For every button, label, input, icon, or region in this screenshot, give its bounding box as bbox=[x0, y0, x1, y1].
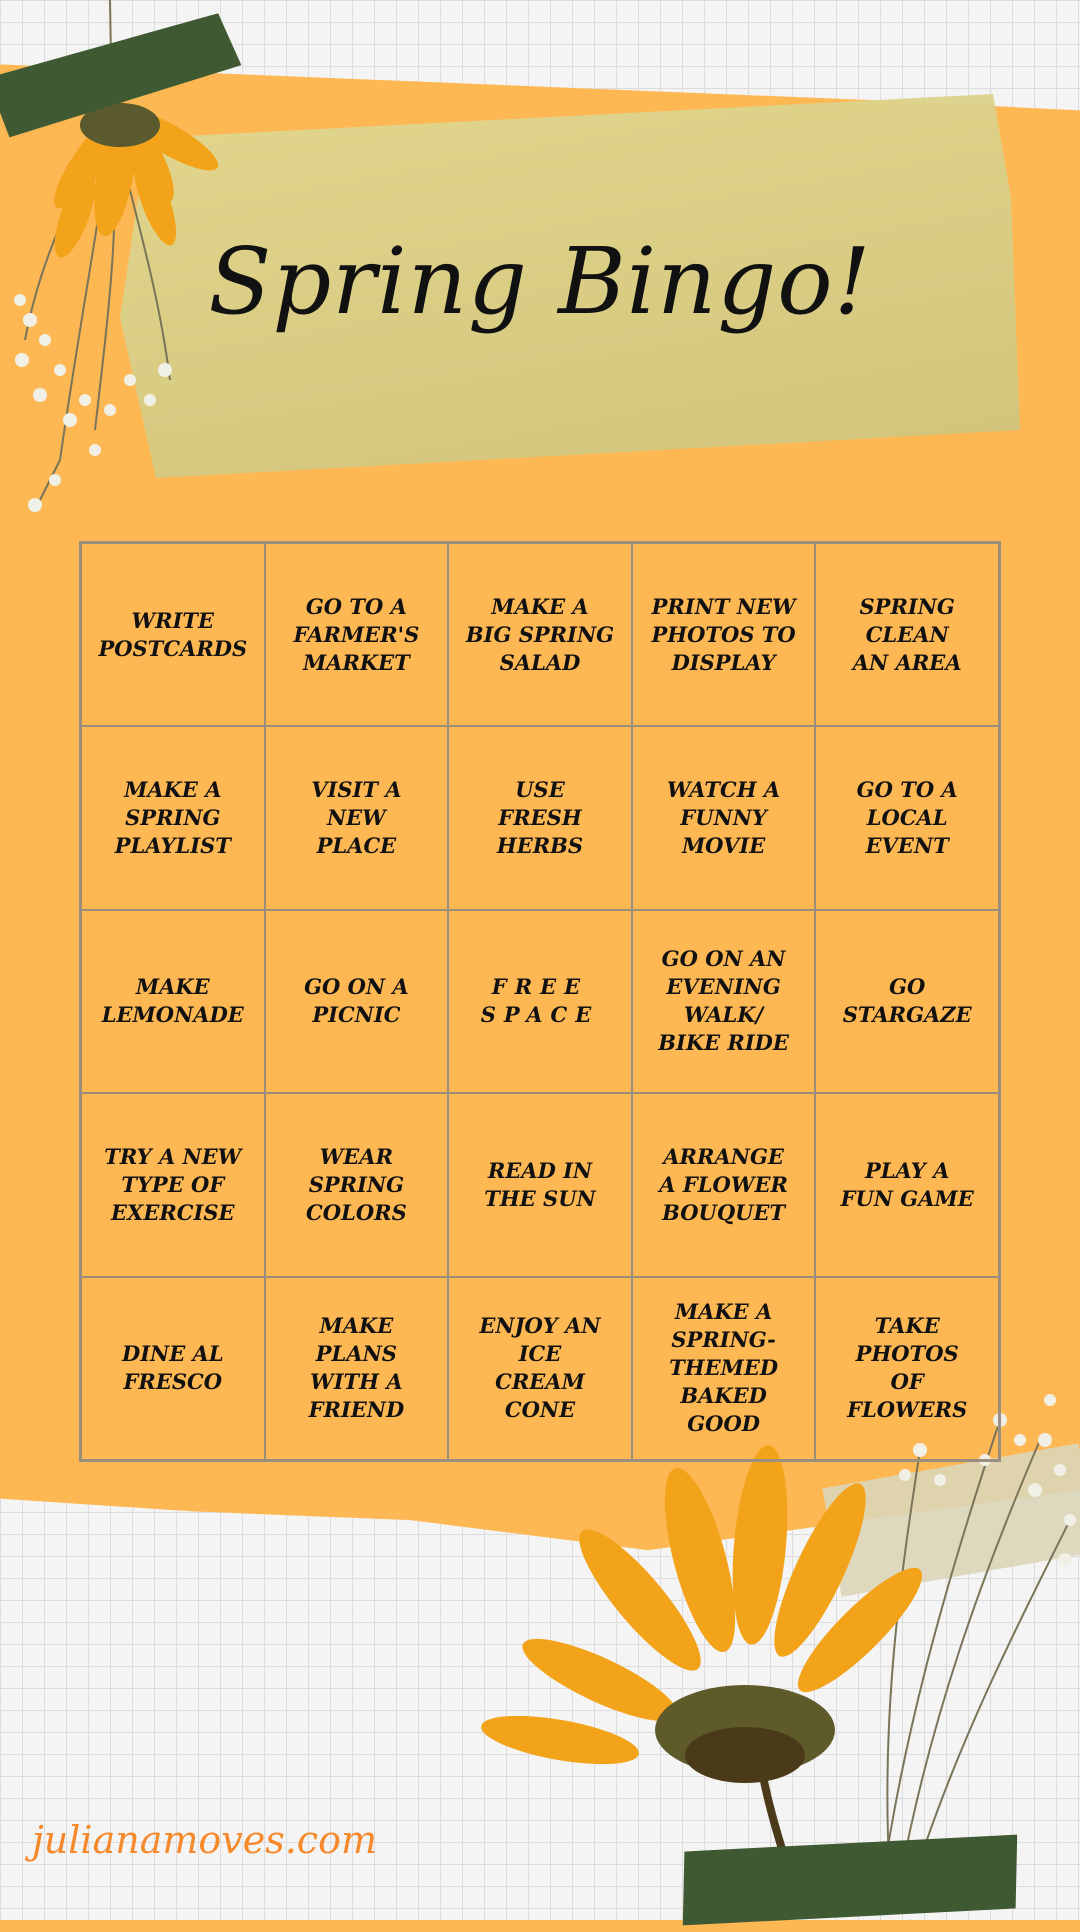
bingo-cell[interactable] bbox=[265, 726, 449, 909]
bingo-cell[interactable] bbox=[815, 910, 999, 1093]
bingo-cell[interactable] bbox=[265, 910, 449, 1093]
bingo-cell[interactable] bbox=[81, 1277, 265, 1460]
bingo-cell-label: PRINT NEW PHOTOS TO DISPLAY bbox=[651, 593, 796, 675]
bingo-cell[interactable] bbox=[81, 910, 265, 1093]
bingo-cell[interactable] bbox=[81, 726, 265, 909]
bingo-cell[interactable] bbox=[448, 1277, 632, 1460]
bingo-cell[interactable] bbox=[815, 1093, 999, 1276]
bingo-cell-label: WRITE POSTCARDS bbox=[98, 607, 248, 661]
bingo-cell[interactable] bbox=[632, 726, 816, 909]
bingo-cell-label: GO TO A FARMER'S MARKET bbox=[293, 593, 420, 675]
bingo-cell-label: VISIT A NEW PLACE bbox=[311, 777, 402, 859]
bingo-cell[interactable] bbox=[448, 543, 632, 726]
bingo-cell-label: MAKE LEMONADE bbox=[101, 974, 244, 1028]
bingo-cell[interactable] bbox=[815, 1277, 999, 1460]
bingo-cell[interactable] bbox=[632, 1093, 816, 1276]
bingo-cell-label: GO STARGAZE bbox=[842, 974, 972, 1028]
bingo-cell[interactable] bbox=[81, 543, 265, 726]
bingo-grid bbox=[79, 541, 1001, 1462]
bingo-cell-label: TRY A NEW TYPE OF EXERCISE bbox=[104, 1143, 242, 1225]
bingo-cell-label: GO ON A PICNIC bbox=[304, 974, 409, 1028]
bingo-cell-label: ENJOY AN ICE CREAM CONE bbox=[479, 1313, 601, 1423]
bingo-cell-label: SPRING CLEAN AN AREA bbox=[852, 593, 962, 675]
bingo-cell[interactable] bbox=[632, 1277, 816, 1460]
bingo-cell-label: FREE SPACE bbox=[480, 974, 600, 1028]
bingo-cell[interactable] bbox=[265, 543, 449, 726]
bingo-cell[interactable] bbox=[265, 1093, 449, 1276]
bingo-cell-label: PLAY A FUN GAME bbox=[840, 1157, 974, 1211]
bingo-cell-label: MAKE A SPRING PLAYLIST bbox=[114, 777, 231, 859]
bingo-cell[interactable] bbox=[815, 726, 999, 909]
bingo-cell[interactable] bbox=[81, 1093, 265, 1276]
bingo-cell[interactable] bbox=[815, 543, 999, 726]
bingo-cell-label: TAKE PHOTOS OF FLOWERS bbox=[847, 1313, 968, 1423]
bingo-cell-label: WATCH A FUNNY MOVIE bbox=[667, 777, 781, 859]
bingo-cell-label: READ IN THE SUN bbox=[484, 1157, 596, 1211]
bingo-cell-label: WEAR SPRING COLORS bbox=[306, 1143, 407, 1225]
bingo-cell[interactable] bbox=[448, 726, 632, 909]
bingo-cell[interactable] bbox=[632, 910, 816, 1093]
bingo-cell-label: MAKE A BIG SPRING SALAD bbox=[465, 593, 615, 675]
bingo-cell[interactable] bbox=[632, 543, 816, 726]
bingo-cell[interactable] bbox=[448, 1093, 632, 1276]
bingo-cell[interactable] bbox=[265, 1277, 449, 1460]
bingo-cell-label: DINE AL FRESCO bbox=[121, 1341, 224, 1395]
bingo-cell-label: GO TO A LOCAL EVENT bbox=[856, 777, 958, 859]
bingo-cell-label: GO ON AN EVENING WALK/ BIKE RIDE bbox=[658, 946, 789, 1056]
page-title: Spring Bingo! bbox=[208, 228, 872, 335]
bingo-cell-label: MAKE A SPRING- THEMED BAKED GOOD bbox=[669, 1299, 779, 1437]
brand-website[interactable]: julianamoves.com bbox=[32, 1818, 377, 1862]
bingo-cell-label: MAKE PLANS WITH A FRIEND bbox=[308, 1313, 405, 1423]
bingo-cell-free-space[interactable] bbox=[448, 910, 632, 1093]
bingo-cell-label: ARRANGE A FLOWER BOUQUET bbox=[659, 1143, 788, 1225]
bingo-cell-label: USE FRESH HERBS bbox=[496, 777, 584, 859]
